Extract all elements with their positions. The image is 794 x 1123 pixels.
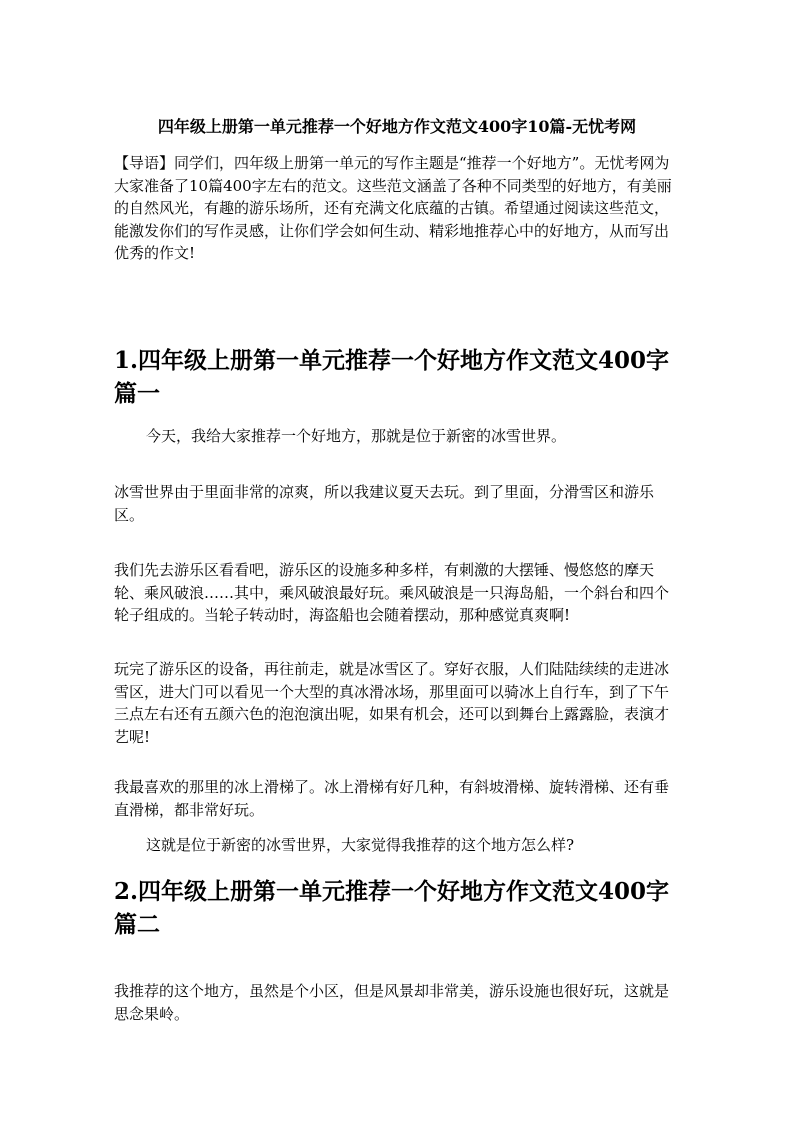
section-1-paragraph-5: 我最喜欢的那里的冰上滑梯了。冰上滑梯有好几种，有斜坡滑梯、旋转滑梯、还有垂直滑梯，都非常好玩。 xyxy=(114,778,670,819)
section-1-paragraph-2: 冰雪世界由于里面非常的凉爽，所以我建议夏天去玩。到了里面，分滑雪区和游乐区。 xyxy=(114,483,655,524)
section-2-heading xyxy=(114,875,694,941)
document-title: 四年级上册第一单元推荐一个好地方作文范文400字10篇-无忧考网 xyxy=(157,117,637,136)
section-1-paragraph-1: 今天，我给大家推荐一个好地方，那就是位于新密的冰雪世界。 xyxy=(146,427,567,445)
section-1-heading xyxy=(114,344,694,410)
section-2-heading-line2: 篇二 xyxy=(114,911,160,938)
section-1-paragraph-4: 玩完了游乐区的设备，再往前走，就是冰雪区了。穿好衣服，人们陆陆续续的走进冰雪区，进大门可以看见一个大型的真冰滑冰场，那里面可以骑冰上自行车，到了下午三点左右还有五颜六色的泡泡演出呢，如果有机会，还可以到舞台上露露脸，表演才艺呢! xyxy=(114,660,670,746)
section-2-paragraph-1: 我推荐的这个地方，虽然是个小区，但是风景却非常美，游乐设施也很好玩，这就是思念果岭。 xyxy=(114,982,670,1023)
section-1-paragraph-3: 我们先去游乐区看看吧，游乐区的设施多种多样，有刺激的大摆锤、慢悠悠的摩天轮、乘风破浪……其中，乘风破浪最好玩。乘风破浪是一只海岛船，一个斜台和四个轮子组成的。当轮子转动时，海盗船也会随着摆动，那种感觉真爽啊! xyxy=(114,561,670,624)
section-1-heading-line2: 篇一 xyxy=(114,380,160,407)
section-1-heading-line1: 1.四年级上册第一单元推荐一个好地方作文范文400字 xyxy=(114,347,670,374)
section-1-paragraph-6: 这就是位于新密的冰雪世界，大家觉得我推荐的这个地方怎么样? xyxy=(146,836,575,854)
section-2-heading-line1: 2.四年级上册第一单元推荐一个好地方作文范文400字 xyxy=(114,878,670,905)
intro-paragraph: 【导语】同学们，四年级上册第一单元的写作主题是“推荐一个好地方”。无忧考网为大家准备了10篇400字左右的范文。这些范文涵盖了各种不同类型的好地方，有美丽的自然风光，有趣的游乐场所，还有充满文化底蕴的古镇。希望通过阅读这些范文，能激发你们的写作灵感，让你们学会如何生动、精彩地推荐心中的好地方，从而写出优秀的作文! xyxy=(114,154,672,262)
